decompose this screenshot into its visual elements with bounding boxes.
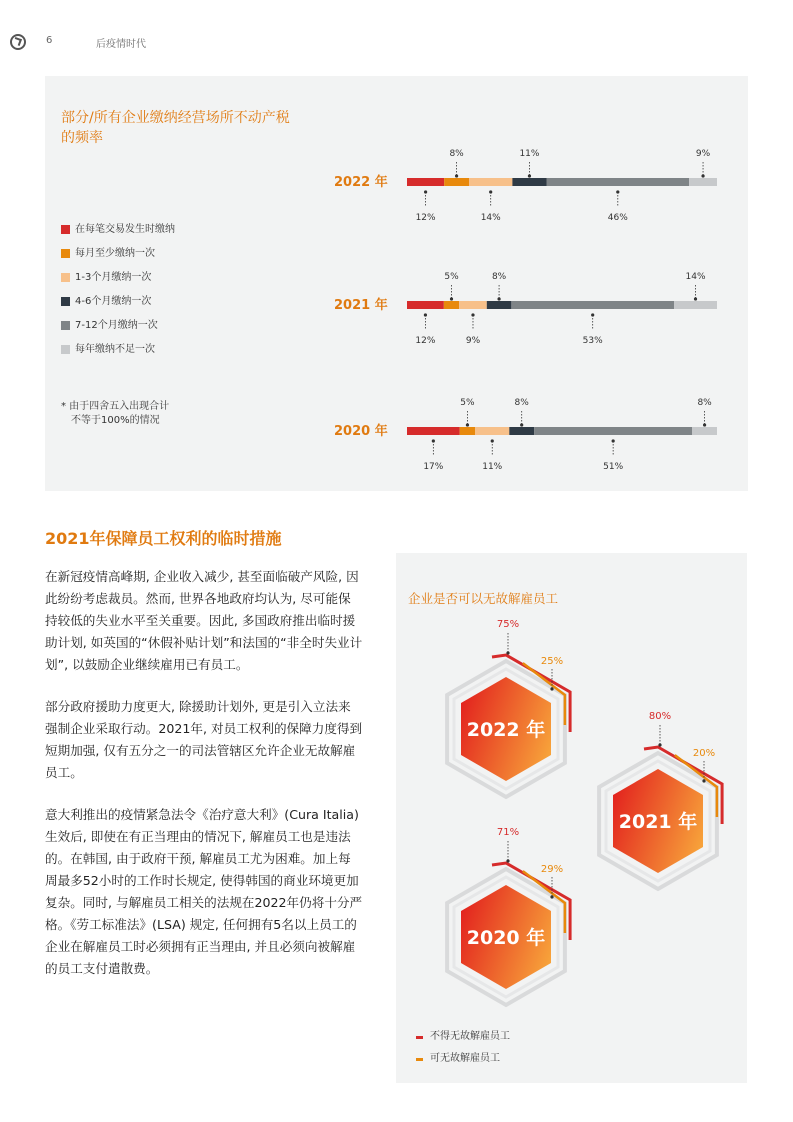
value-label: 8% xyxy=(491,272,507,282)
value-label: 53% xyxy=(582,336,603,346)
body-text xyxy=(45,566,363,1000)
value-label: 51% xyxy=(603,462,624,472)
legend-item xyxy=(416,1031,510,1053)
can-value-label: 29% xyxy=(540,864,564,875)
bar-segment xyxy=(444,301,459,309)
bar-segment xyxy=(674,301,717,309)
hexagon-year: 2022 年 xyxy=(466,719,546,741)
value-label: 11% xyxy=(482,462,503,472)
legend-label: 7-12个月缴纳一次 xyxy=(75,320,158,331)
value-label: 5% xyxy=(460,398,475,408)
logo-icon xyxy=(10,34,26,50)
value-label: 17% xyxy=(423,462,444,472)
bar-segment xyxy=(487,301,512,309)
value-label: 11% xyxy=(519,149,540,159)
bar-segment xyxy=(692,427,717,435)
leader-dot xyxy=(550,687,553,690)
value-label: 8% xyxy=(514,398,529,408)
cannot-value-label: 75% xyxy=(496,619,520,630)
legend-swatch xyxy=(416,1036,423,1039)
leader-dot xyxy=(528,174,531,177)
bar-segment xyxy=(459,301,487,309)
year-label: 2022 年 xyxy=(334,175,388,190)
leader-dot xyxy=(694,297,697,300)
legend-label: 1-3个月缴纳一次 xyxy=(75,272,152,283)
leader-dot xyxy=(466,423,469,426)
bar-segment xyxy=(407,178,444,186)
bar-segment xyxy=(509,427,534,435)
cannot-value-label: 80% xyxy=(648,711,672,722)
bar-segment xyxy=(475,427,509,435)
value-label: 5% xyxy=(444,272,459,282)
cannot-value-label: 71% xyxy=(496,827,520,838)
value-label: 9% xyxy=(695,149,711,159)
value-label: 14% xyxy=(685,272,706,282)
legend-item xyxy=(416,1053,510,1075)
value-label: 9% xyxy=(465,336,481,346)
bar-segment xyxy=(469,178,512,186)
frequency-chart-panel xyxy=(45,76,748,491)
paragraph: 在新冠疫情高峰期, 企业收入减少, 甚至面临破产风险, 因此纷纷考虑裁员。然而, 世界各地政府均认为, 尽可能保持较低的失业水平至关重要。因此, 多国政府推出临时援助计划, 如英国的“休假补贴计划”和法国的“非全时失业计划”, 以鼓励企业继续雇用已有员工。 xyxy=(45,569,363,672)
hexagon-year: 2020 年 xyxy=(466,927,546,949)
dismissal-chart-panel xyxy=(396,553,747,1083)
value-label: 46% xyxy=(607,213,628,223)
value-label: 14% xyxy=(480,213,501,223)
bar-segment xyxy=(407,301,444,309)
leader-dot xyxy=(703,423,706,426)
bar-segment xyxy=(460,427,476,435)
section-title: 2021年保障员工权利的临时措施 xyxy=(45,529,282,548)
frequency-chart-title: 部分/所有企业缴纳经营场所不动产税的频率 xyxy=(61,110,290,146)
leader-dot xyxy=(455,174,458,177)
value-label: 12% xyxy=(415,213,436,223)
bar-segment xyxy=(511,301,674,309)
paragraph: 部分政府援助力度更大, 除援助计划外, 更是引入立法来强制企业采取行动。2021年, 对员工权利的保障力度得到短期加强, 仅有五分之一的司法管辖区允许企业无故解雇员工。 xyxy=(45,699,363,780)
paragraph: 意大利推出的疫情紧急法令《治疗意大利》(Cura Italia) 生效后, 即使在有正当理由的情况下, 解雇员工也是违法的。在韩国, 由于政府干预, 解雇员工尤为困难。加上每周最多52小时的工作时长规定, 使得韩国的商业环境更加复杂。同时, 与解雇员工相关的法规在2022年仍将十分严格。《劳工标准法》(LSA) 规定, 任何拥有5名以上员工的企业在解雇员工时必须拥有正当理由, 并且必须向被解雇的员工支付遣散费。 xyxy=(45,807,363,976)
leader-dot xyxy=(506,651,509,654)
bar-segment xyxy=(547,178,690,186)
leader-dot xyxy=(450,297,453,300)
legend-label: 不得无故解雇员工 xyxy=(430,1031,510,1042)
legend-label: 每年缴纳不足一次 xyxy=(75,344,155,355)
leader-dot xyxy=(702,779,705,782)
year-label: 2021 年 xyxy=(334,298,388,313)
can-value-label: 20% xyxy=(692,748,716,759)
legend-swatch xyxy=(416,1058,423,1061)
dismissal-legend xyxy=(416,1031,510,1075)
leader-dot xyxy=(658,743,661,746)
hexagon-year: 2021 年 xyxy=(618,811,698,833)
leader-dot xyxy=(701,174,704,177)
footnote-line: * 由于四舍五入出现合计 xyxy=(61,401,170,412)
page-number: 6 xyxy=(46,35,53,46)
dismissal-chart-title: 企业是否可以无故解雇员工 xyxy=(408,591,559,606)
legend-label: 在每笔交易发生时缴纳 xyxy=(75,224,175,235)
bar-segment xyxy=(444,178,469,186)
value-label: 8% xyxy=(697,398,712,408)
running-header: 后疫情时代 xyxy=(96,39,146,50)
bar-segment xyxy=(512,178,546,186)
leader-dot xyxy=(550,895,553,898)
legend-label: 4-6个月缴纳一次 xyxy=(75,296,152,307)
bar-segment xyxy=(534,427,692,435)
leader-dot xyxy=(506,859,509,862)
year-label: 2020 年 xyxy=(334,424,388,439)
value-label: 8% xyxy=(449,149,464,159)
leader-dot xyxy=(520,423,523,426)
footnote-line: 不等于100%的情况 xyxy=(71,415,160,426)
stacked-bar-chart xyxy=(45,76,748,491)
value-label: 12% xyxy=(415,336,436,346)
legend-label: 每月至少缴纳一次 xyxy=(75,248,155,259)
bar-segment xyxy=(407,427,460,435)
leader-dot xyxy=(497,297,500,300)
hexagon-chart xyxy=(396,593,747,1063)
can-value-label: 25% xyxy=(540,656,564,667)
bar-segment xyxy=(689,178,717,186)
legend-label: 可无故解雇员工 xyxy=(430,1053,500,1064)
